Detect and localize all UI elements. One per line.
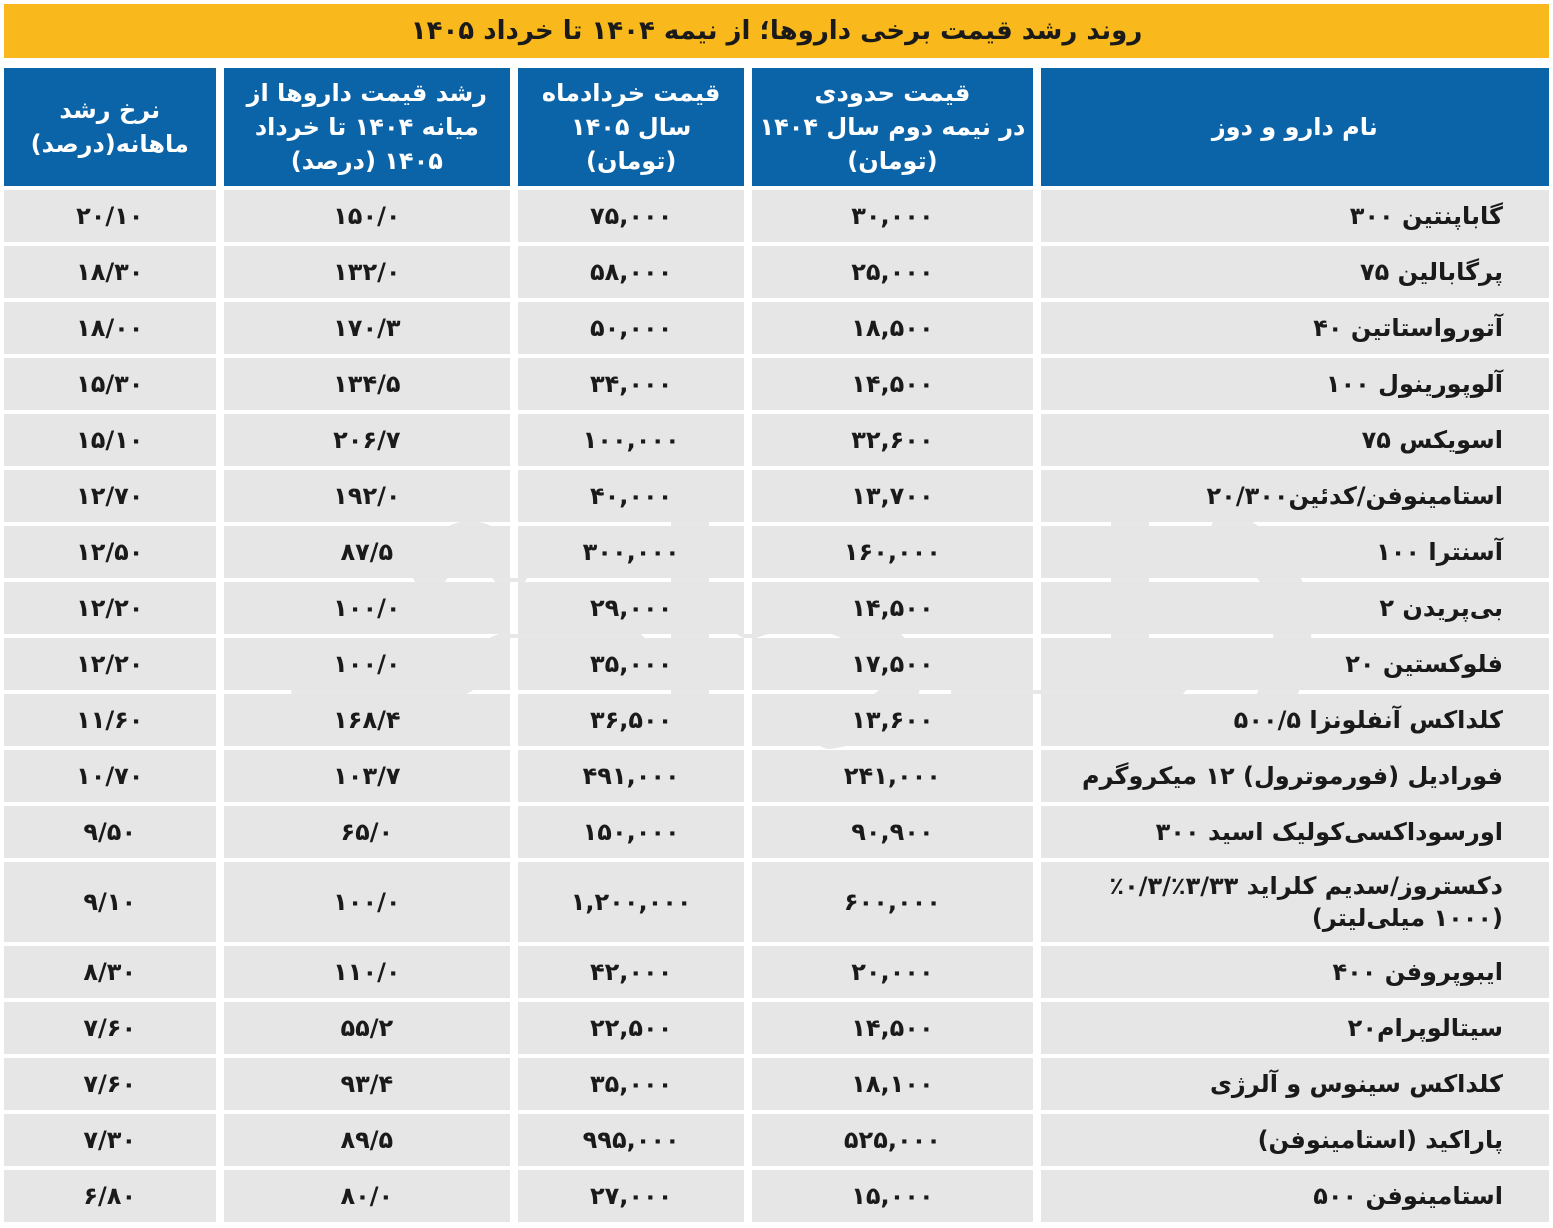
table-row [4, 1170, 1549, 1222]
table-row [4, 946, 1549, 998]
price-1405-cell: ۱۵۰,۰۰۰ [510, 806, 744, 858]
header-growth-percent: رشد قیمت داروها از میانه ۱۴۰۴ تا خرداد ۱۴۰۵ (درصد) [216, 68, 511, 186]
drug-name-cell: کلداکس سینوس و آلرژی [1033, 1058, 1549, 1110]
drug-name-cell: بی‌پریدن ۲ [1033, 582, 1549, 634]
price-1405-cell: ۳۴,۰۰۰ [510, 358, 744, 410]
price-1404-cell: ۱۴,۵۰۰ [744, 358, 1032, 410]
price-1404-cell: ۵۲۵,۰۰۰ [744, 1114, 1032, 1166]
table-row [4, 1114, 1549, 1166]
growth-percent-cell: ۱۹۲/۰ [216, 470, 511, 522]
table-row [4, 246, 1549, 298]
price-1404-cell: ۱۳,۶۰۰ [744, 694, 1032, 746]
table-row [4, 806, 1549, 858]
price-1405-cell: ۴۲,۰۰۰ [510, 946, 744, 998]
monthly-rate-cell: ۷/۳۰ [4, 1114, 216, 1166]
growth-percent-cell: ۵۵/۲ [216, 1002, 511, 1054]
price-1404-cell: ۹۰,۹۰۰ [744, 806, 1032, 858]
drug-name-cell: اسویکس ۷۵ [1033, 414, 1549, 466]
price-1405-cell: ۷۵,۰۰۰ [510, 190, 744, 242]
header-price-1405: قیمت خردادماه سال ۱۴۰۵ (تومان) [510, 68, 744, 186]
price-1405-cell: ۵۰,۰۰۰ [510, 302, 744, 354]
drug-name-cell: سیتالوپرام۲۰ [1033, 1002, 1549, 1054]
price-1404-cell: ۲۴۱,۰۰۰ [744, 750, 1032, 802]
table-header-row [4, 68, 1549, 186]
drug-price-table [4, 64, 1549, 1226]
table-row [4, 358, 1549, 410]
table-row [4, 190, 1549, 242]
header-monthly-rate: نرخ رشد ماهانه(درصد) [4, 68, 216, 186]
growth-percent-cell: ۶۵/۰ [216, 806, 511, 858]
monthly-rate-cell: ۷/۶۰ [4, 1002, 216, 1054]
growth-percent-cell: ۱۷۰/۳ [216, 302, 511, 354]
growth-percent-cell: ۱۱۰/۰ [216, 946, 511, 998]
growth-percent-cell: ۱۰۳/۷ [216, 750, 511, 802]
monthly-rate-cell: ۱۲/۲۰ [4, 638, 216, 690]
price-1405-cell: ۹۹۵,۰۰۰ [510, 1114, 744, 1166]
drug-name-cell: استامینوفن/کدئین۲۰/۳۰۰ [1033, 470, 1549, 522]
drug-name-cell: آلوپورینول ۱۰۰ [1033, 358, 1549, 410]
drug-name-cell: ایبوپروفن ۴۰۰ [1033, 946, 1549, 998]
header-drug-name: نام دارو و دوز [1033, 68, 1549, 186]
table-row [4, 862, 1549, 942]
growth-percent-cell: ۹۳/۴ [216, 1058, 511, 1110]
monthly-rate-cell: ۱۲/۵۰ [4, 526, 216, 578]
monthly-rate-cell: ۱۲/۲۰ [4, 582, 216, 634]
table-row [4, 1002, 1549, 1054]
monthly-rate-cell: ۸/۳۰ [4, 946, 216, 998]
monthly-rate-cell: ۷/۶۰ [4, 1058, 216, 1110]
price-1404-cell: ۱۶۰,۰۰۰ [744, 526, 1032, 578]
price-1404-cell: ۲۰,۰۰۰ [744, 946, 1032, 998]
drug-name-cell: فلوکستین ۲۰ [1033, 638, 1549, 690]
price-1404-cell: ۱۴,۵۰۰ [744, 1002, 1032, 1054]
drug-name-cell: استامینوفن ۵۰۰ [1033, 1170, 1549, 1222]
drug-name-cell: پاراکید (استامینوفن) [1033, 1114, 1549, 1166]
drug-name-cell: آسنترا ۱۰۰ [1033, 526, 1549, 578]
price-1405-cell: ۴۹۱,۰۰۰ [510, 750, 744, 802]
monthly-rate-cell: ۲۰/۱۰ [4, 190, 216, 242]
table-row [4, 638, 1549, 690]
price-1404-cell: ۱۴,۵۰۰ [744, 582, 1032, 634]
drug-name-cell: اورسوداکسی‌کولیک اسید ۳۰۰ [1033, 806, 1549, 858]
price-1405-cell: ۲۲,۵۰۰ [510, 1002, 744, 1054]
growth-percent-cell: ۸۷/۵ [216, 526, 511, 578]
table-row [4, 750, 1549, 802]
price-1404-cell: ۱۷,۵۰۰ [744, 638, 1032, 690]
table-row [4, 694, 1549, 746]
table-row [4, 526, 1549, 578]
monthly-rate-cell: ۱۲/۷۰ [4, 470, 216, 522]
price-1404-cell: ۳۲,۶۰۰ [744, 414, 1032, 466]
growth-percent-cell: ۲۰۶/۷ [216, 414, 511, 466]
drug-name-cell: دکستروز/سدیم کلراید ۳/۳۳٪/۰/۳٪ (۱۰۰۰ میلی‌لیتر) [1033, 862, 1549, 942]
monthly-rate-cell: ۹/۱۰ [4, 862, 216, 942]
price-1405-cell: ۴۰,۰۰۰ [510, 470, 744, 522]
growth-percent-cell: ۱۳۴/۵ [216, 358, 511, 410]
growth-percent-cell: ۱۵۰/۰ [216, 190, 511, 242]
price-1404-cell: ۱۸,۱۰۰ [744, 1058, 1032, 1110]
price-1404-cell: ۲۵,۰۰۰ [744, 246, 1032, 298]
growth-percent-cell: ۱۰۰/۰ [216, 582, 511, 634]
table-row [4, 414, 1549, 466]
monthly-rate-cell: ۱۱/۶۰ [4, 694, 216, 746]
drug-name-cell: فورادیل (فورموترول) ۱۲ میکروگرم [1033, 750, 1549, 802]
growth-percent-cell: ۱۶۸/۴ [216, 694, 511, 746]
table-row [4, 1058, 1549, 1110]
header-price-1404: قیمت حدودی در نیمه دوم سال ۱۴۰۴ (تومان) [744, 68, 1032, 186]
price-1404-cell: ۱۸,۵۰۰ [744, 302, 1032, 354]
price-1404-cell: ۶۰۰,۰۰۰ [744, 862, 1032, 942]
table-title: روند رشد قیمت برخی داروها؛ از نیمه ۱۴۰۴ تا خرداد ۱۴۰۵ [4, 4, 1549, 58]
price-1404-cell: ۱۵,۰۰۰ [744, 1170, 1032, 1222]
drug-name-cell: پرگابالین ۷۵ [1033, 246, 1549, 298]
price-1404-cell: ۱۳,۷۰۰ [744, 470, 1032, 522]
drug-name-cell: گاباپنتین ۳۰۰ [1033, 190, 1549, 242]
monthly-rate-cell: ۱۰/۷۰ [4, 750, 216, 802]
growth-percent-cell: ۱۰۰/۰ [216, 638, 511, 690]
growth-percent-cell: ۱۰۰/۰ [216, 862, 511, 942]
drug-name-cell: کلداکس آنفلونزا ۵۰۰/۵ [1033, 694, 1549, 746]
price-1405-cell: ۳۶,۵۰۰ [510, 694, 744, 746]
price-1405-cell: ۳۵,۰۰۰ [510, 1058, 744, 1110]
monthly-rate-cell: ۶/۸۰ [4, 1170, 216, 1222]
price-1404-cell: ۳۰,۰۰۰ [744, 190, 1032, 242]
monthly-rate-cell: ۱۸/۰۰ [4, 302, 216, 354]
table-row [4, 470, 1549, 522]
monthly-rate-cell: ۱۸/۳۰ [4, 246, 216, 298]
price-1405-cell: ۵۸,۰۰۰ [510, 246, 744, 298]
price-1405-cell: ۱۰۰,۰۰۰ [510, 414, 744, 466]
price-1405-cell: ۳۰۰,۰۰۰ [510, 526, 744, 578]
price-1405-cell: ۲۹,۰۰۰ [510, 582, 744, 634]
growth-percent-cell: ۸۰/۰ [216, 1170, 511, 1222]
price-1405-cell: ۱,۲۰۰,۰۰۰ [510, 862, 744, 942]
monthly-rate-cell: ۱۵/۳۰ [4, 358, 216, 410]
table-row [4, 582, 1549, 634]
monthly-rate-cell: ۹/۵۰ [4, 806, 216, 858]
price-1405-cell: ۲۷,۰۰۰ [510, 1170, 744, 1222]
growth-percent-cell: ۸۹/۵ [216, 1114, 511, 1166]
price-1405-cell: ۳۵,۰۰۰ [510, 638, 744, 690]
growth-percent-cell: ۱۳۲/۰ [216, 246, 511, 298]
table-row [4, 302, 1549, 354]
monthly-rate-cell: ۱۵/۱۰ [4, 414, 216, 466]
drug-name-cell: آتورواستاتین ۴۰ [1033, 302, 1549, 354]
